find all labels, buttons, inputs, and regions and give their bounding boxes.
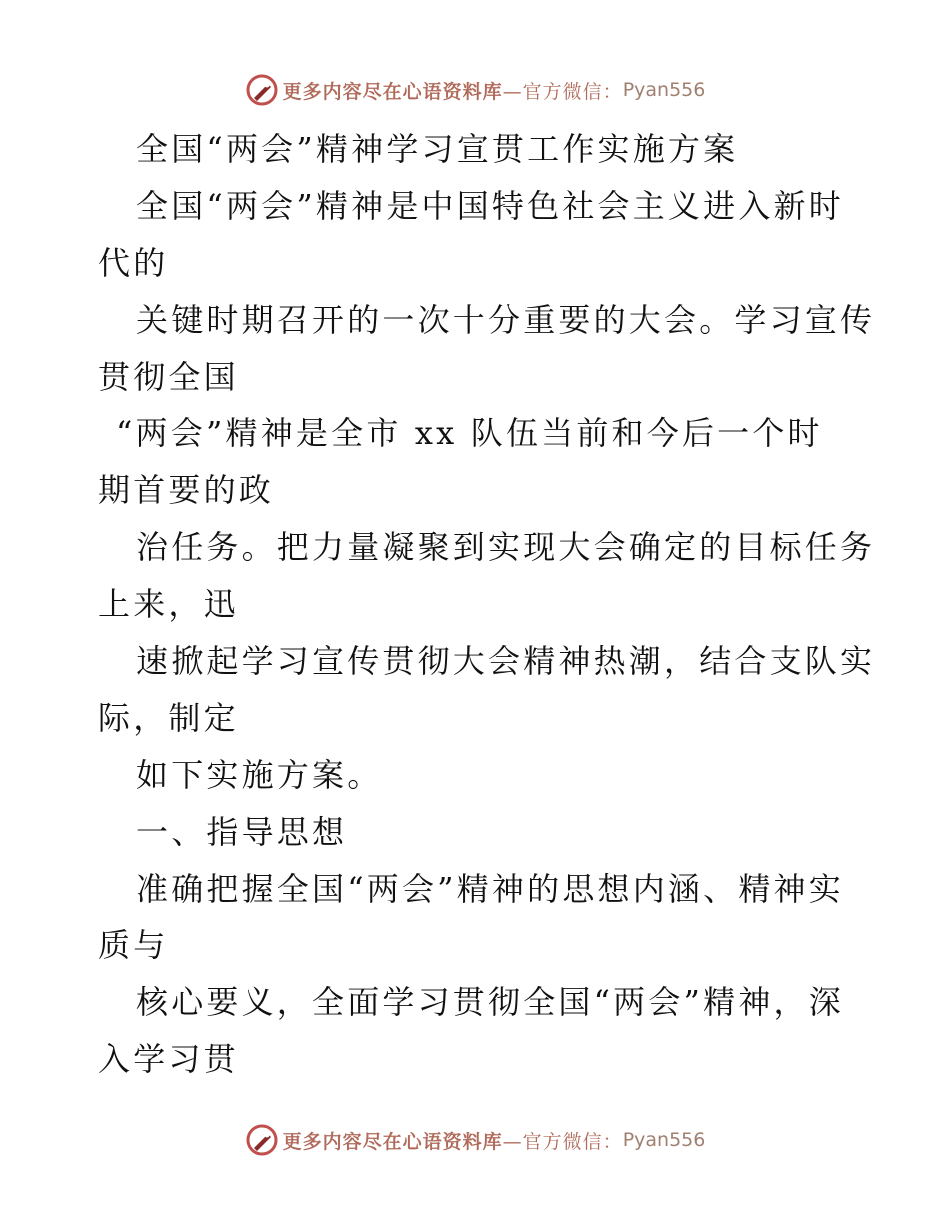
paragraph-line: 际，制定 (98, 698, 239, 737)
watermark-banner-bottom (0, 1120, 950, 1160)
watermark-wechat-id: Pyan556 (622, 79, 706, 101)
paragraph-line: 速掀起学习宣传贯彻大会精神热潮，结合支队实 (136, 642, 876, 681)
paragraph-line: 质与 (98, 926, 169, 965)
watermark-title: 更多内容尽在心语资料库 (282, 80, 503, 103)
pen-nib-logo-icon (245, 1123, 279, 1157)
paragraph-line: 关键时期召开的一次十分重要的大会。学习宣传 (136, 300, 876, 339)
paragraph-line: 全国“两会”精神是中国特色社会主义进入新时 (136, 186, 844, 225)
paragraph-line: 准确把握全国“两会”精神的思想内涵、精神实 (136, 869, 844, 908)
pen-nib-logo-icon (245, 73, 279, 107)
paragraph-line: 入学习贯 (98, 1040, 239, 1079)
document-title: 全国“两会”精神学习宣贯工作实施方案 (136, 130, 739, 168)
section-heading: 一、指导思想 (136, 812, 348, 851)
paragraph-line: 贯彻全国 (98, 357, 239, 396)
paragraph-line: “两会”精神是全市 xx 队伍当前和今后一个时 (116, 414, 823, 453)
paragraph-line: 核心要义，全面学习贯彻全国“两会”精神，深 (136, 983, 844, 1022)
paragraph-line: 期首要的政 (98, 471, 275, 510)
watermark-banner-top (0, 70, 950, 110)
paragraph-line: 上来，迅 (98, 585, 239, 624)
paragraph-line: 治任务。把力量凝聚到实现大会确定的目标任务 (136, 528, 876, 567)
paragraph-line: 代的 (98, 243, 169, 282)
watermark-wechat-label: —官方微信： (502, 1130, 623, 1153)
document-body (98, 121, 876, 1088)
watermark-wechat-id: Pyan556 (622, 1129, 706, 1151)
paragraph-line: 如下实施方案。 (136, 755, 383, 794)
watermark-title: 更多内容尽在心语资料库 (282, 1130, 503, 1153)
watermark-wechat-label: —官方微信： (502, 80, 623, 103)
